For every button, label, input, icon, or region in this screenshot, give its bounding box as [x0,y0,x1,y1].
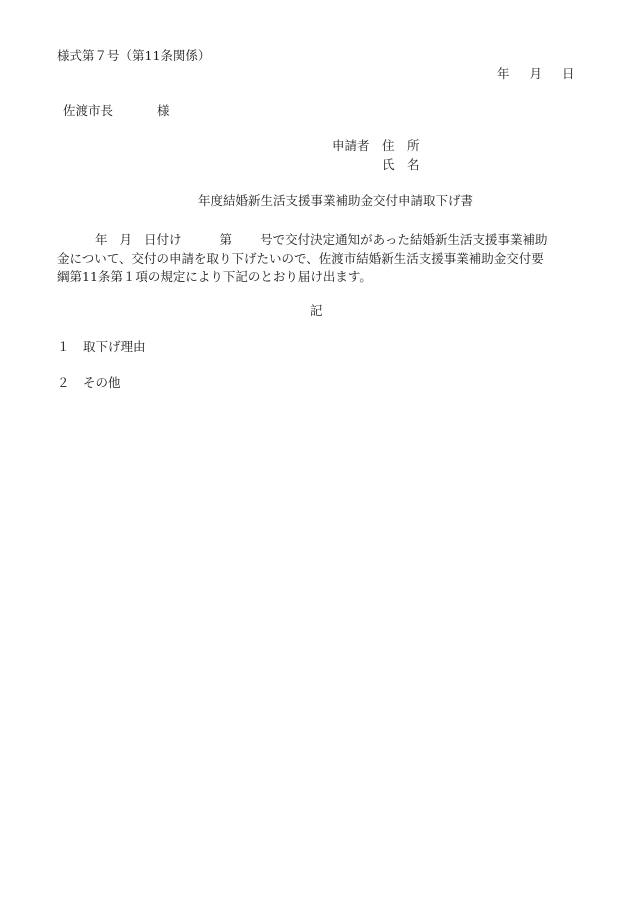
body-dai: 第 [219,232,233,247]
item-label: その他 [83,375,121,390]
body-year: 年 [95,232,108,247]
addressee [63,105,170,118]
date-line [497,68,575,81]
address-label: 住 所 [382,138,420,153]
form-number: 様式第７号（第11条関係） [57,48,211,63]
list-item [57,377,121,390]
body-text [57,231,582,287]
item-number: ２ [57,375,70,390]
ki-label: 記 [310,303,323,318]
addressee-mayor: 佐渡市長 [63,103,114,118]
body-date: 日付け [144,232,182,247]
body-line-1-rest: 号で交付決定通知があった結婚新生活支援事業補助 [260,232,548,247]
item-label: 取下げ理由 [83,339,146,354]
body-line-1 [57,231,582,250]
applicant-label: 申請者 [332,138,370,153]
document-title: 年度結婚新生活支援事業補助金交付申請取下げ書 [198,193,474,208]
date-year-label: 年 [497,66,510,81]
body-line-3: 綱第11条第１項の規定により下記のとおり届け出ます。 [57,269,372,284]
body-line-2: 金について、交付の申請を取り下げたいので、佐渡市結婚新生活支援事業補助金交付要 [57,250,544,266]
date-day-label: 日 [562,66,575,81]
body-month: 月 [119,232,133,247]
item-number: １ [57,339,70,354]
name-label: 氏 名 [382,157,420,172]
addressee-honorific: 様 [157,103,170,118]
list-item [57,341,146,354]
date-month-label: 月 [529,66,543,81]
